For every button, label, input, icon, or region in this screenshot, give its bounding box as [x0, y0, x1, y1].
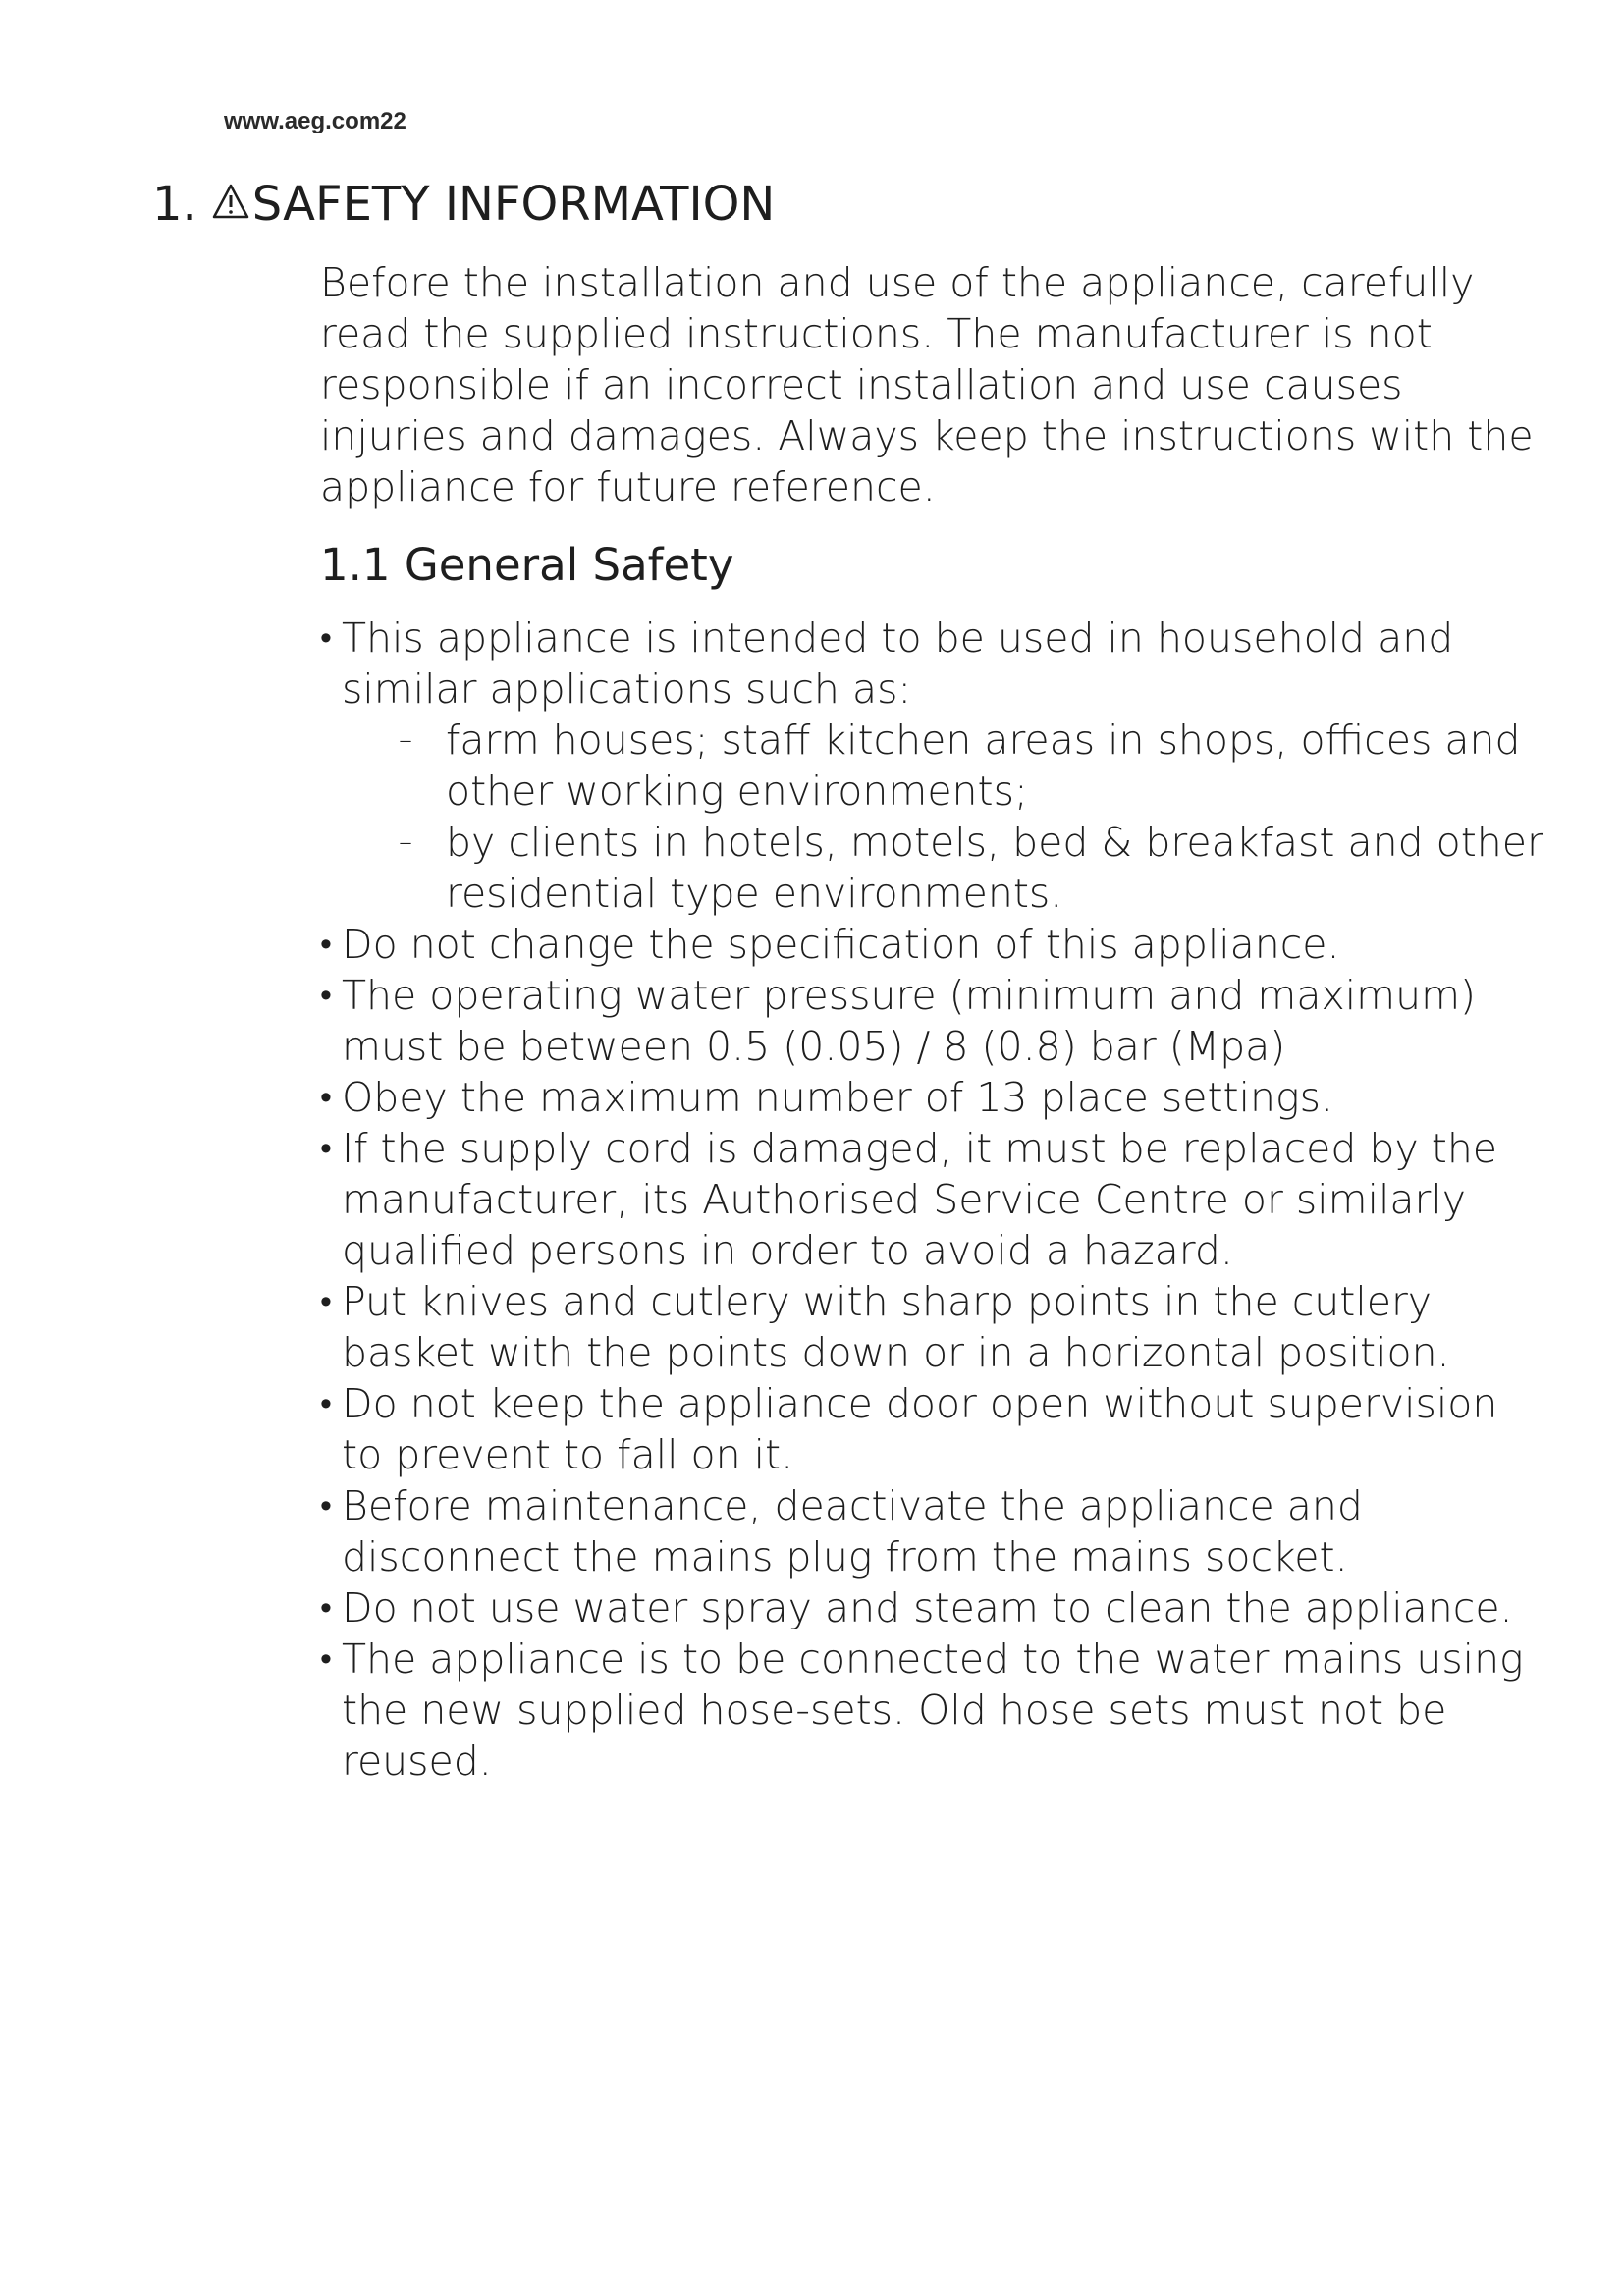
list-item-text: • If the supply cord is damaged, it must be replaced by the manufacturer, its Authorised Service Centre or similarly qualified persons in order to avoid a hazard.: [342, 1125, 1498, 1274]
list-item-text: • Do not change the specification of this appliance.: [342, 921, 1340, 968]
list-item: [320, 919, 1547, 970]
list-item-text: • Do not use water spray and steam to clean the appliance.: [342, 1584, 1513, 1631]
list-item: [320, 970, 1547, 1072]
list-item-text: • This appliance is intended to be used in household and similar applications such as:: [342, 614, 1454, 713]
main-content: [320, 257, 1547, 1787]
sub-list-item: – by clients in hotels, motels, bed & breakfast and other residential type environments.: [399, 817, 1547, 919]
list-item-text: • The operating water pressure (minimum and maximum) must be between 0.5 (0.05) / 8 (0.8) bar (Mpa): [342, 972, 1477, 1070]
list-item-text: • Obey the maximum number of 13 place settings.: [342, 1074, 1334, 1121]
general-safety-list: [320, 613, 1547, 1787]
list-item: [320, 1633, 1547, 1787]
list-item-text: • The appliance is to be connected to the water mains using the new supplied hose-sets. Old hose sets must not be reused.: [342, 1635, 1524, 1785]
list-item: [320, 1378, 1547, 1480]
list-item-text: • Before maintenance, deactivate the appliance and disconnect the mains plug from the mains socket.: [342, 1482, 1363, 1580]
section-number: 1.: [152, 177, 197, 232]
list-item: [320, 1480, 1547, 1582]
section-title: [152, 177, 775, 232]
list-item-text: • Do not keep the appliance door open without supervision to prevent to fall on it.: [342, 1380, 1498, 1478]
list-item: [320, 1072, 1547, 1123]
list-item-text: • Put knives and cutlery with sharp points in the cutlery basket with the points down or in a horizontal position.: [342, 1278, 1450, 1376]
sub-list-item: – farm houses; staff kitchen areas in shops, offices and other working environments;: [399, 715, 1547, 817]
page-header-url: www.aeg.com22: [224, 108, 406, 134]
warning-triangle-icon: [211, 183, 250, 220]
list-item: [320, 1276, 1547, 1378]
list-item: [320, 1582, 1547, 1633]
list-item: [320, 613, 1547, 919]
section-title-text: SAFETY INFORMATION: [251, 177, 776, 232]
intro-paragraph: Before the installation and use of the appliance, carefully read the supplied instructions. The manufacturer is not responsible if an incorrect installation and use causes injuries and damages. Always keep the instructions with the appliance for future reference.: [320, 259, 1534, 510]
general-safety-heading: 1.1 General Safety: [320, 539, 734, 591]
sub-list: [342, 715, 1547, 919]
list-item: [320, 1123, 1547, 1276]
